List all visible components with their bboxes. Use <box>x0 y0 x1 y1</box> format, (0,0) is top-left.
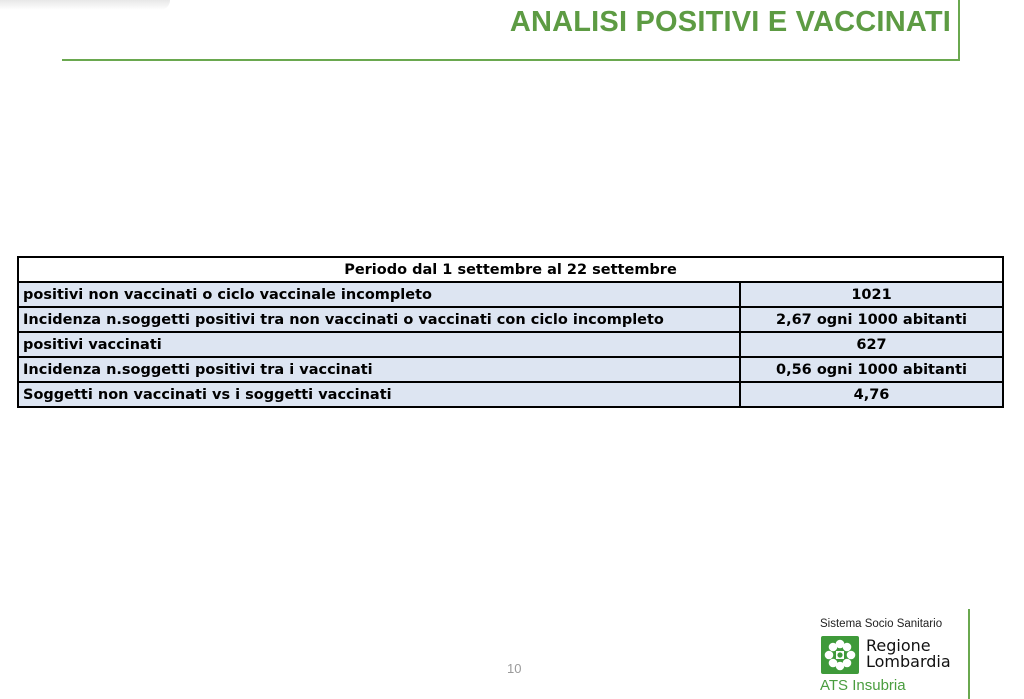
logo-ats-text: ATS Insubria <box>820 677 906 694</box>
table-row <box>18 382 1003 407</box>
logo-system-text: Sistema Socio Sanitario <box>820 618 943 630</box>
row-label: Incidenza n.soggetti positivi tra non vaccinati o vaccinati con ciclo incompleto <box>18 307 740 332</box>
page-number: 10 <box>507 661 522 676</box>
logo-region-text <box>866 638 951 670</box>
logo-divider <box>968 609 970 699</box>
row-value: 2,67 ogni 1000 abitanti <box>740 307 1003 332</box>
logo-region-line2: Lombardia <box>866 652 951 671</box>
slide-title: ANALISI POSITIVI E VACCINATI <box>509 6 951 38</box>
row-value: 1021 <box>740 282 1003 307</box>
top-corner-shadow <box>0 0 170 10</box>
table-row <box>18 307 1003 332</box>
lombardy-rose-icon <box>821 636 859 674</box>
row-label: positivi non vaccinati o ciclo vaccinale incompleto <box>18 282 740 307</box>
row-label: Incidenza n.soggetti positivi tra i vaccinati <box>18 357 740 382</box>
row-label: positivi vaccinati <box>18 332 740 357</box>
table-row <box>18 357 1003 382</box>
table-row <box>18 282 1003 307</box>
title-divider-vertical <box>958 0 960 61</box>
table-row <box>18 332 1003 357</box>
logo-region-line1: Regione <box>866 636 931 655</box>
row-value: 627 <box>740 332 1003 357</box>
table-header-row <box>18 257 1003 282</box>
table-header-cell: Periodo dal 1 settembre al 22 settembre <box>18 257 1003 282</box>
row-value: 4,76 <box>740 382 1003 407</box>
row-label: Soggetti non vaccinati vs i soggetti vaccinati <box>18 382 740 407</box>
title-divider-horizontal <box>62 59 960 61</box>
row-value: 0,56 ogni 1000 abitanti <box>740 357 1003 382</box>
data-table <box>17 256 1004 408</box>
